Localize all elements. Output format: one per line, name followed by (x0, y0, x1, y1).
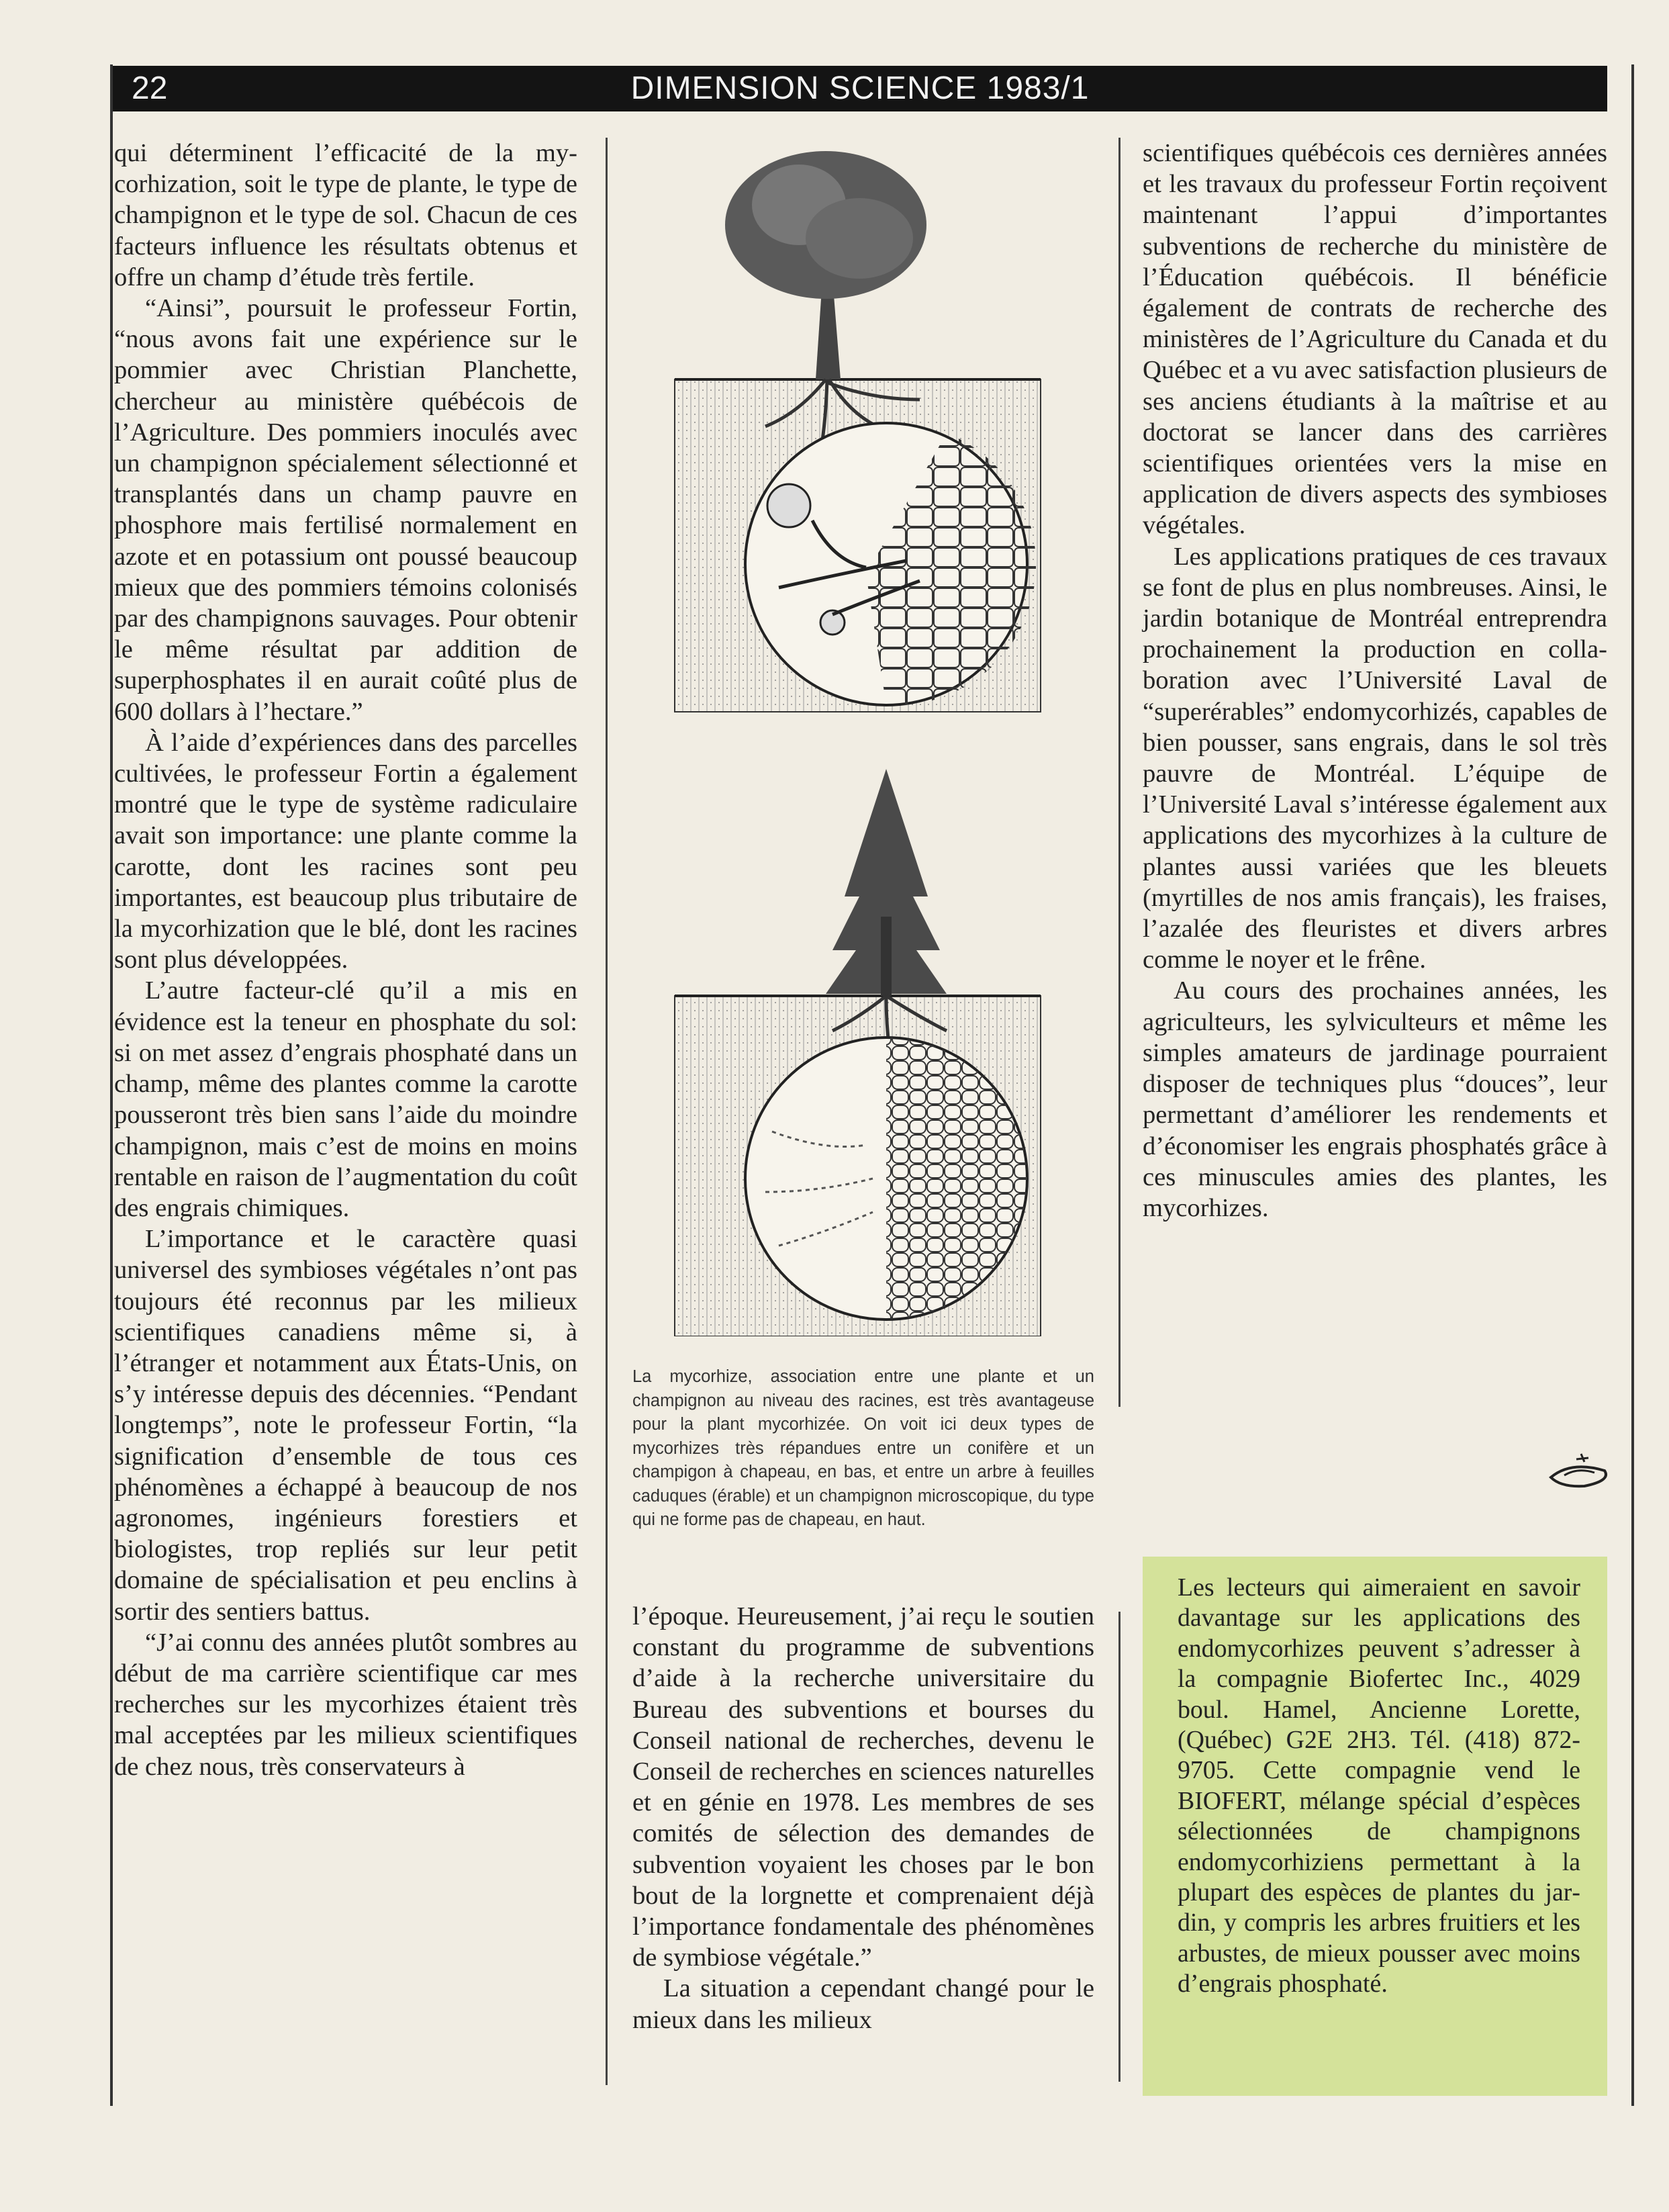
paragraph: L’autre facteur-clé qu’il a mis en évidence est la teneur en phosphate du sol: si on met assez d’engrais phosphaté dans un champ, même des plantes comme la carotte pousseront très bien sans l’aide du moindre champignon, mais c’est de moins en moins rentable en raison de l’augmentation du coût des engrais chimiques. (114, 976, 577, 1222)
sidebar-text: Les lecteurs qui aimeraient en savoir davantage sur les applications des endomycorhizes peuvent s’adresser à la compagnie Biofertec Inc., 4029 boul. Hamel, Ancienne Lorette, (Québec) G2E 2H3. Tél. (418) 872-9705. Cette compagnie vend le BIOFERT, mélange spécial d’espèces sélectionnées de champignons endomycorhiziens permettant à la plupart des espèces de plantes du jardin, y compris les arbres fruitiers et les arbustes, de mieux pousser avec moins d’engrais phosphaté. (1178, 1573, 1580, 1998)
paragraph: “J’ai connu des années plutôt sombres au début de ma carrière scientifique car mes recherches sur les mycorhizes étaient très mal acceptées par les milieux scientifiques de chez nous, très conservateurs à (114, 1628, 577, 1781)
column-divider (606, 138, 608, 2085)
figure-caption (632, 1365, 1094, 1532)
end-of-article-icon (1544, 1447, 1618, 1494)
mycorrhiza-illustration (665, 144, 1054, 1336)
paragraph: “Ainsi”, poursuit le professeur Fortin, “nous avons fait une expérience sur le pommier avec Christian Planchette, chercheur au ministère québécois de l’Agriculture. Des pommiers inoculés avec un champignon spécialement sélectionné et transplantés dans un champ pauvre en phosphore mais fertilisé normalement en azote et en potassium ont poussé beaucoup mieux que des pommiers témoins colonisés par des champignons sauvages. Pour obtenir le même résultat par addition de superphosphates il en aurait coûté plus de 600 dollars à l’hectare.” (114, 294, 577, 726)
publication-title: DIMENSION SCIENCE 1983/1 (630, 71, 1090, 106)
article-column-2 (632, 1601, 1094, 2035)
left-page-rule (110, 64, 113, 2106)
sidebar-info-box (1143, 1557, 1607, 2096)
article-column-1 (114, 138, 577, 1782)
page-number: 22 (132, 71, 168, 106)
right-page-rule (1631, 64, 1634, 2106)
caption-text: La mycorhize, association entre une plante et un champignon au niveau des racines, est très avantageuse pour la plant mycorhizée. On voit ici deux types de mycorhizes très répandues entre un conifère et un champigon à chapeau, en bas, et entre un arbre à feuilles caduques (érable) et un champignon microscopique, du type qui ne forme pas de chapeau, en haut. (632, 1367, 1094, 1529)
conifer-bottom-illustration (675, 769, 1041, 1336)
column-divider (1118, 1612, 1120, 2082)
column-divider (1118, 138, 1120, 1407)
article-column-3 (1143, 138, 1607, 1224)
paragraph: l’époque. Heureusement, j’ai reçu le soutien constant du programme de subventions d’aide à la recherche universitaire du Bureau des subventions et bourses du Conseil national de recherches, devenu le Conseil de recherches en sciences naturelles et en génie en 1978. Les membres de ses comités de sélection des demandes de subvention voyaient les choses par le bon bout de la lorgnette et comprenaient déjà l’importance fondamentale des phénomènes de symbiose végétale.” (632, 1602, 1094, 1972)
paragraph: À l’aide d’expériences dans des parcelles cultivées, le professeur Fortin a également montré que le type de système radiculaire avait son importance: une plante comme la carotte, dont les racines sont peu importantes, est beaucoup plus tributaire de la mycorhization que le blé, dont les racines sont plus développées. (114, 728, 577, 974)
paragraph: Au cours des prochaines années, les agriculteurs, les sylviculteurs et même les simples amateurs de jardinage pourraient disposer de techniques plus “douces”, leur permettant d’améliorer les rendements et d’économiser les engrais phosphatés grâce à ces minuscules amies des plantes, les mycorhizes. (1143, 976, 1607, 1222)
running-header (113, 66, 1607, 111)
paragraph: qui déterminent l’efficacité de la mycorhization, soit le type de plante, le type de champignon et le type de sol. Chacun de ces facteurs influence les résultats obtenus et offre un champ d’étude très fertile. (114, 139, 577, 291)
paragraph: Les applications pratiques de ces travaux se font de plus en plus nombreuses. Ainsi, le jardin botanique de Montréal entreprendra prochainement la production en collaboration avec l’Université Laval de “superérables” endomycorhizés, capables de bien pousser, sans engrais, dans le sol très pauvre de Montréal. L’équipe de l’Université Laval s’intéresse également aux applications des mycorhizes à la culture de plantes aussi variées que les bleuets (myrtilles de nos amis français), les fraises, l’azalée des fleuristes et divers arbres comme le noyer et le frêne. (1143, 542, 1607, 974)
paragraph: La situation a cependant changé pour le mieux dans les milieux (632, 1974, 1094, 2034)
deciduous-tree-top-illustration (675, 151, 1041, 712)
paragraph: scientifiques québécois ces dernières années et les travaux du professeur Fortin reçoivent maintenant l’appui d’importantes subventions de recherche du ministère de l’Éducation québécois. Il bénéficie également de contrats de recherche des ministères de l’Agriculture du Canada et du Québec et a vu avec satisfaction plusieurs de ses anciens étudiants à la maîtrise et au doctorat se lancer dans des carrières scientifiques orientées vers la mise en application de divers aspects des symbioses végétales. (1143, 139, 1607, 540)
paragraph: L’importance et le caractère quasi universel des symbioses végétales n’ont pas toujours été reconnus par les milieux scientifiques canadiens même si, à l’étranger et notamment aux États-Unis, on s’y intéresse depuis des décennies. “Pendant longtemps”, note le professeur Fortin, “la signification d’ensemble de tous ces phénomènes a échappé à beaucoup de nos agronomes, ingénieurs forestiers et biologistes, trop repliés sur leur petit domaine de spécialisation et peu enclins à sortir des sentiers battus. (114, 1225, 577, 1626)
